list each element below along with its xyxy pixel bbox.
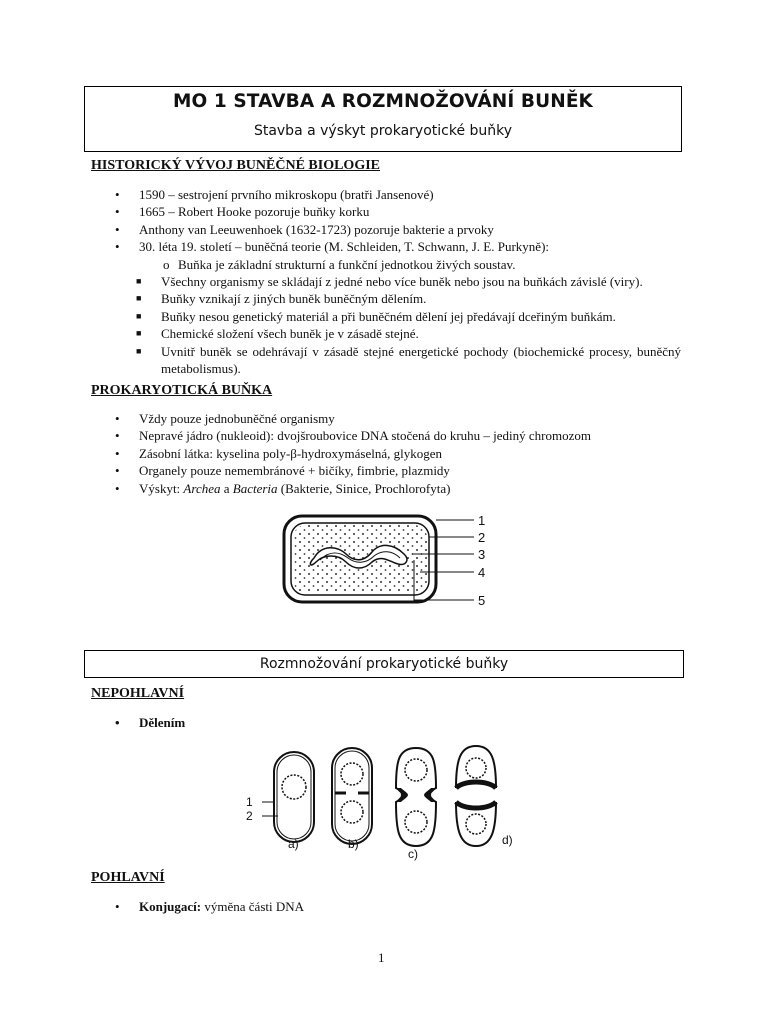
prokaryote-heading: PROKARYOTICKÁ BUŇKA [91, 383, 273, 398]
list-item: ■ Všechny organismy se skládají z jedné nebo více buněk nebo jsou na buňkách závislé (viry). [136, 274, 643, 290]
label-4: 4 [478, 565, 486, 580]
list-item: • Nepravé jádro (nukleoid): dvojšroubovice DNA stočená do kruhu – jediný chromozom [115, 428, 591, 444]
asexual-heading: NEPOHLAVNÍ [91, 686, 185, 701]
cell-b-nucleoid-bottom [341, 801, 363, 823]
page-subtitle: Stavba a výskyt prokaryotické buňky [253, 123, 513, 139]
prokaryote-list [91, 410, 681, 497]
list-item: • 30. léta 19. století – buněčná teorie (M. Schleiden, T. Schwann, J. E. Purkyně): [115, 239, 550, 255]
page-number: 1 [378, 950, 385, 965]
panel-label-c: c) [408, 847, 418, 861]
label-1: 1 [478, 513, 486, 528]
list-item: • Zásobní látka: kyselina poly-β-hydroxymáselná, glykogen [115, 445, 443, 461]
cell-d-septum-top [456, 782, 496, 788]
cell-b-nucleoid-top [341, 763, 363, 785]
cell-a-membrane [277, 755, 311, 839]
reproduction-box-title: Rozmnožování prokaryotické buňky [84, 650, 684, 678]
list-item: • 1665 – Robert Hooke pozoruje buňky korku [115, 204, 370, 220]
division-label-1: 1 [246, 795, 253, 809]
cell-d-nucleoid-top [466, 758, 486, 778]
panel-label-d: d) [502, 833, 513, 847]
title-box [84, 86, 682, 152]
list-item: • Dělením [115, 715, 186, 730]
list-item: • Organely pouze nemembránové + bičíky, fimbrie, plazmidy [115, 463, 450, 479]
division-label-2: 2 [246, 809, 253, 823]
list-item: o Buňka je základní strukturní a funkční jednotkou živých soustav. [163, 256, 516, 272]
sexual-list [91, 898, 681, 915]
cell-d-nucleoid-bottom [466, 814, 486, 834]
list-item: ■ Buňky vznikají z jiných buněk buněčným dělením. [136, 291, 427, 307]
cell-c-nucleoid-top [405, 759, 427, 781]
list-item: ■ Buňky nesou genetický materiál a při buněčném dělení jej předávají dceřiným buňkám. [136, 308, 616, 324]
sexual-heading: POHLAVNÍ [91, 870, 165, 885]
prokaryotic-cell-diagram [280, 508, 500, 612]
list-item: ■ Chemické složení všech buněk je v zásadě stejné. [136, 326, 419, 342]
label-2: 2 [478, 530, 486, 545]
binary-fission-diagram [236, 742, 536, 864]
list-item: • 1590 – sestrojení prvního mikroskopu (bratři Jansenové) [115, 187, 434, 202]
history-list [91, 186, 681, 377]
list-item: ■ Uvnitř buněk se odehrávají v zásadě stejné energetické pochody (biochemické procesy, buněčný metabolismus). [136, 343, 681, 377]
cell-a-wall [274, 752, 314, 842]
panel-label-a: a) [288, 837, 299, 851]
list-item: • Výskyt: Archea a Bacteria (Bakterie, Sinice, Prochlorofyta) [115, 480, 451, 496]
history-heading: HISTORICKÝ VÝVOJ BUNĚČNÉ BIOLOGIE [91, 158, 380, 173]
label-5: 5 [478, 593, 486, 608]
list-item: • Konjugací: výměna části DNA [115, 899, 305, 914]
cell-b-wall [332, 748, 372, 844]
list-item: • Anthony van Leeuwenhoek (1632-1723) pozoruje bakterie a prvoky [115, 221, 494, 237]
label-3: 3 [478, 547, 486, 562]
cell-b-membrane [335, 751, 369, 841]
page-title: MO 1 STAVBA A ROZMNOŽOVÁNÍ BUNĚK [172, 91, 593, 112]
panel-label-b: b) [348, 837, 359, 851]
asexual-list [91, 714, 681, 731]
cell-d-septum-bottom [456, 802, 496, 808]
list-item: • Vždy pouze jednobuněčné organismy [115, 411, 335, 426]
cell-a-nucleoid [282, 775, 306, 799]
cell-c-nucleoid-bottom [405, 811, 427, 833]
